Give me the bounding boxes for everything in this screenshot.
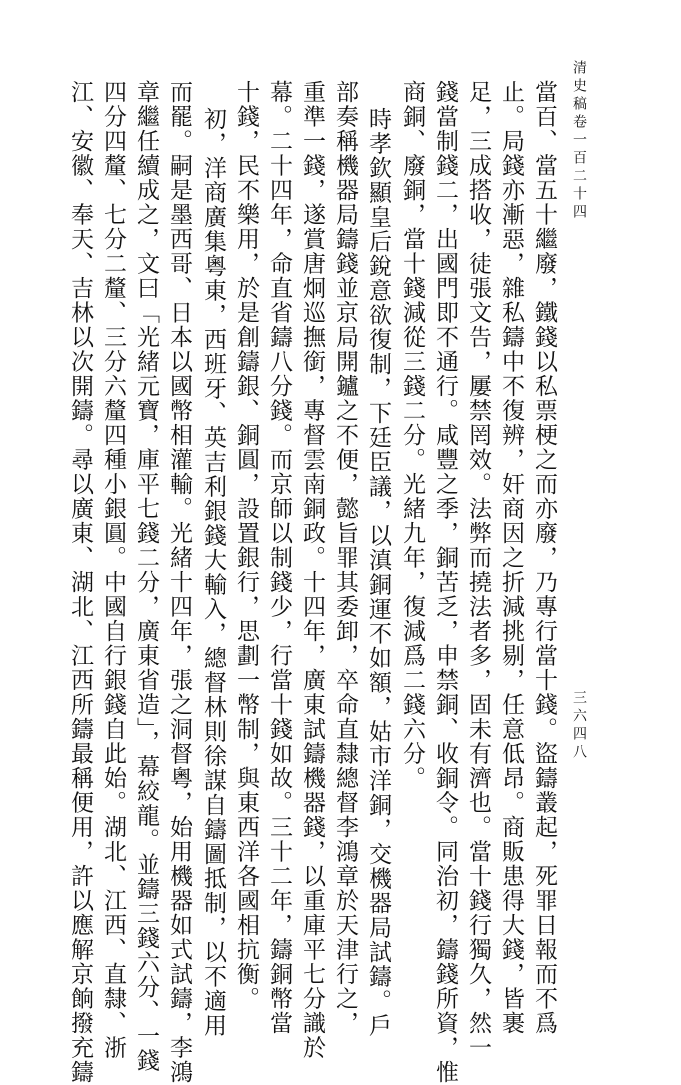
text-column: 初，洋商廣集粵東，西班牙、英吉利銀錢大輸入，總督林則徐謀自鑄圖抵制，以不適用 xyxy=(200,107,226,1038)
text-column: 足，三成搭收，徒張文告，屢禁罔效。法弊而撓法者多，固未有濟也。當十錢行獨久，然一 xyxy=(465,80,491,1060)
text-column: 止。局錢亦漸惡，雜私鑄中不復辨，奸商因之折減挑剔，任意低昂。商販患得大錢，皆裹 xyxy=(498,80,524,1036)
text-column: 幕。二十四年，命直省鑄八分錢。而京師以制錢少，行當十錢如故。三十二年，鑄銅幣當 xyxy=(266,80,292,1036)
header-title: 清史稿卷一百二十四 xyxy=(571,60,587,222)
text-column: 章繼任續成之，文曰「光緒元寶，庫平七錢二分，廣東省造」，幕絞龍。並鑄三錢六分、一錢 xyxy=(133,80,159,1073)
text-column: 而罷。嗣是墨西哥、日本以國幣相灌輸。光緒十四年，張之洞督粵，始用機器如式試鑄，李鴻 xyxy=(166,80,192,1085)
text-column: 商銅、廢銅，當十錢減從三錢二分。光緒九年，復減爲二錢六分。 xyxy=(399,80,425,791)
text-column: 錢當制錢二，出國門即不通行。咸豐之季，銅苦乏，申禁銅、收銅令。同治初，鑄錢所資，惟 xyxy=(432,80,458,1085)
page-number: 三六四八 xyxy=(571,690,587,762)
text-column: 部奏稱機器局鑄錢並京局開鑪之不便，懿旨罪其委卸，卒命直隸總督李鴻章於天津行之， xyxy=(332,80,358,1036)
text-column: 四分四釐、七分二釐、三分六釐四種小銀圓。中國自行銀錢自此始。湖北、江西、直隸、浙 xyxy=(100,80,126,1060)
text-column: 重準一錢，遂賞唐炯巡撫銜，專督雲南銅政。十四年，廣東試鑄機器錢，以重庫平七分識於 xyxy=(299,80,325,1060)
text-column: 江、安徽、奉天、吉林以次開鑄。尋以廣東、湖北、江西所鑄最稱便用，許以應解京餉撥充鑄 xyxy=(67,80,93,1085)
text-column: 十錢，民不樂用，於是創鑄銀、銅圓，設置銀行，思劃一幣制，與東西洋各國相抗衡。 xyxy=(233,80,259,1011)
text-column: 時孝欽顯皇后銳意欲復制，下廷臣議，以滇銅運不如額，姑市洋銅，交機器局試鑄。戶 xyxy=(365,107,391,1038)
text-column: 當百、當五十繼廢，鐵錢以私票梗之而亦廢，乃專行當十錢。盜鑄叢起，死罪日報而不爲 xyxy=(531,80,557,1036)
